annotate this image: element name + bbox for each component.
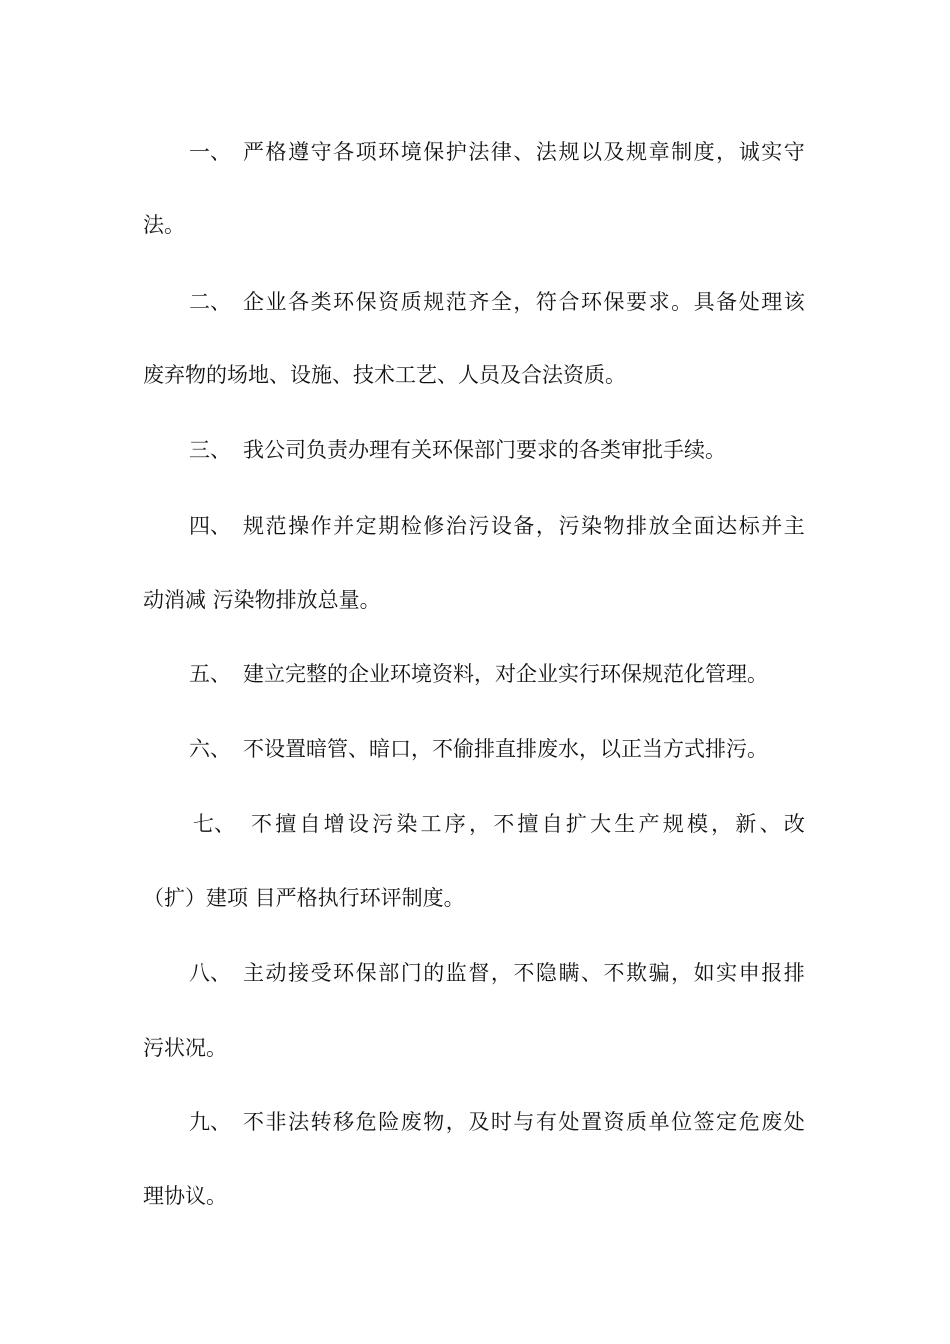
clause-text: 不 非 法 转 移 危 险 废 物 ， 及 时 与 有 处 置 资 质 单 位 签 定 危 废 处 <box>243 1110 805 1134</box>
clause-7-continuation: （扩）建项 目严格执行环评制度。 <box>143 886 465 910</box>
clause-7 <box>143 812 805 836</box>
clause-number: 六、 <box>189 737 231 761</box>
clause-9 <box>143 1110 805 1134</box>
clause-number: 二、 <box>189 290 231 314</box>
clause-text: 不设置暗管、暗口，不偷排直排废水，以正当方式排污。 <box>243 737 768 761</box>
clause-number: 一、 <box>189 140 231 164</box>
clause-number: 四、 <box>189 514 231 538</box>
clause-text: 企 业 各 类 环 保 资 质 规 范 齐 全 ， 符 合 环 保 要 求 。 具 备 处 理 该 <box>243 290 805 314</box>
clause-text: 建立完整的企业环境资料，对企业实行环保规范化管理。 <box>243 662 768 686</box>
clause-5 <box>143 662 805 686</box>
clause-number: 五、 <box>189 662 231 686</box>
clause-text: 严 格 遵 守 各 项 环 境 保 护 法 律 、 法 规 以 及 规 章 制 度 ， 诚 实 守 <box>243 140 805 164</box>
clause-2 <box>143 290 805 314</box>
clause-1-continuation: 法。 <box>143 213 185 237</box>
clause-4-continuation: 动消减 污染物排放总量。 <box>143 588 381 612</box>
clause-text: 规 范 操 作 并 定 期 检 修 治 污 设 备 ， 污 染 物 排 放 全 面 达 标 并 主 <box>243 514 805 538</box>
clause-4 <box>143 514 805 538</box>
clause-text: 主 动 接 受 环 保 部 门 的 监 督 ， 不 隐 瞒 、 不 欺 骗 ， 如 实 申 报 排 <box>243 961 805 985</box>
clause-number: 七、 <box>193 812 235 836</box>
clause-8 <box>143 961 805 985</box>
clause-text: 不 擅 自 增 设 污 染 工 序 ， 不 擅 自 扩 大 生 产 规 模 ， 新 、 改 <box>251 812 805 836</box>
clause-6 <box>143 737 805 761</box>
clause-9-continuation: 理协议。 <box>143 1184 227 1208</box>
clause-2-continuation: 废弃物的场地、设施、技术工艺、人员及合法资质。 <box>143 363 626 387</box>
clause-8-continuation: 污状况。 <box>143 1036 227 1060</box>
clause-text: 我公司负责办理有关环保部门要求的各类审批手续。 <box>243 438 726 462</box>
clause-number: 九、 <box>189 1110 231 1134</box>
clause-number: 三、 <box>189 438 231 462</box>
clause-1 <box>143 140 805 164</box>
clause-number: 八、 <box>189 961 231 985</box>
clause-3 <box>143 438 805 462</box>
